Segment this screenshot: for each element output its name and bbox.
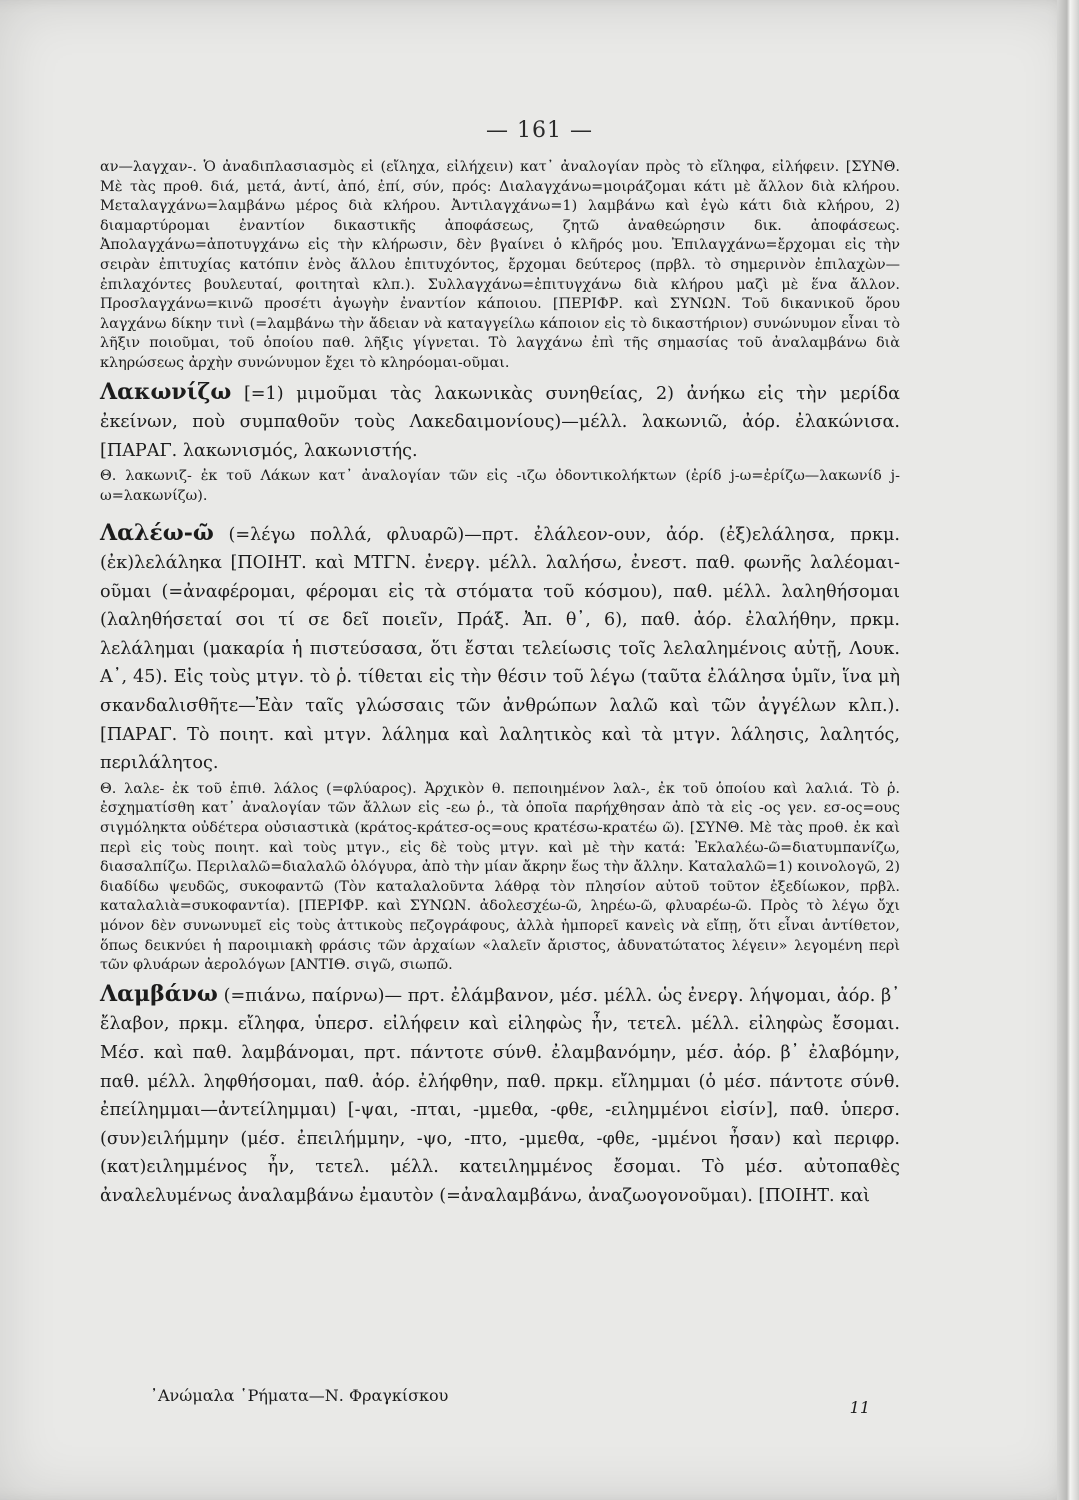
headword-lakonizo: Λακωνίζω [100, 378, 232, 405]
entry-laleo-body: (=λέγω πολλά, φλυαρῶ)—πρτ. ἐλάλεον-ουν, ἀόρ. (ἐξ)ελάλησα, πρκμ. (ἐκ)λελάληκα [ΠΟΙΗΤ. καὶ ΜΤΓΝ. ἐνεργ. μέλλ. λαλήσω, ἐνεστ. παθ. φωνῆς λαλέομαι-οῦμαι (=ἀναφέρομαι, φέρομαι εἰς τὰ στόματα τοῦ κόσμου), παθ. μέλλ. λαληθήσομαι (λαληθήσεταί σοι τί σε δεῖ ποιεῖν, Πράξ. Ἀπ. θ᾽, 6), παθ. ἀόρ. ἐλαλήθην, πρκμ. λελάλημαι (μακαρία ἡ πιστεύσασα, ὅτι ἔσται τελείωσις τοῖς λελαλημένοις αὐτῇ, Λουκ. Α᾽, 45). Εἰς τοὺς μτγν. τὸ ῥ. τίθεται εἰς τὴν θέσιν τοῦ λέγω (ταῦτα ἐλάλησα ὑμῖν, ἵνα μὴ σκανδαλισθῆτε—Ἐὰν ταῖς γλώσσαις τῶν ἀνθρώπων λαλῶ καὶ τῶν ἀγγέλων κλπ.). [ΠΑΡΑΓ. Τὸ ποιητ. καὶ μτγν. λάλημα καὶ λαλητικὸς καὶ τὰ μτγν. λάλησις, λαλητός, περιλάλητος. [100, 524, 900, 774]
entry-lagchano-continuation: αν—λαγχαν-. Ὁ ἀναδιπλασιασμὸς εἰ (εἴληχα, εἰλήχειν) κατ᾽ ἀναλογίαν πρὸς τὸ εἴληφα, εἰλήφειν. [ΣΥΝΘ. Μὲ τὰς προθ. διά, μετά, ἀντί, ἀπό, ἐπί, σύν, πρός: Διαλαγχάνω=μοιράζομαι κάτι μὲ ἄλλον διὰ κλήρου. Μεταλαγχάνω=λαμβάνω μέρος διὰ κλήρου. Ἀντιλαγχάνω=1) λαμβάνω καὶ ἐγὼ κάτι διὰ κλήρου, 2) διαμαρτύρομαι ἐναντίον δικαστικῆς ἀποφάσεως, ζητῶ ἀναθεώρησιν δικ. ἀποφάσεως. Ἀπολαγχάνω=ἀποτυγχάνω εἰς τὴν κλήρωσιν, δὲν βγαίνει ὁ κλῆρός μου. Ἐπιλαγχάνω=ἔρχομαι εἰς τὴν σειρὰν ἐπιτυχίας κατόπιν ἑνὸς ἄλλου ἐπιτυχόντος, ἔρχομαι δεύτερος (πρβλ. τὸ σημερινὸν ἐπιλαχὼν—ἐπιλαχόντες βουλευταί, φοιτηταὶ κλπ.). Συλλαγχάνω=ἐπιτυγχάνω διὰ κλήρου μαζὶ μὲ ἕνα ἄλλον. Προσλαγχάνω=κινῶ προσέτι ἀγωγὴν ἐναντίον κάποιου. [ΠΕΡΙΦΡ. καὶ ΣΥΝΩΝ. Τοῦ δικανικοῦ ὅρου λαγχάνω δίκην τινὶ (=λαμβάνω τὴν ἄδειαν νὰ καταγγείλω κάποιον εἰς τὸ δικαστήριον) συνώνυμον εἶναι τὸ λῆξιν ποιοῦμαι, τοῦ ὁποίου παθ. λῆξις γίγνεται. Τὸ λαγχάνω ἐπὶ τῆς σημασίας τοῦ ἀναλαμβάνω διὰ κληρώσεως ἀρχὴν συνώνυμον ἔχει τὸ κληρόομαι-οῦμαι. [100, 159, 900, 371]
page-footer [150, 1386, 870, 1417]
page-edge [1057, 0, 1079, 1500]
headword-lamvano: Λαμβάνω [100, 980, 218, 1007]
signature-mark: 11 [849, 1398, 870, 1417]
entry-laleo [100, 519, 900, 778]
entry-laleo-theme: Θ. λαλε- ἐκ τοῦ ἐπιθ. λάλος (=φλύαρος). Ἀρχικὸν θ. πεποιημένον λαλ-, ἐκ τοῦ ὁποίου καὶ λαλιά. Τὸ ῥ. ἐσχηματίσθη κατ᾽ ἀναλογίαν τῶν ἄλλων εἰς -εω ῥ., τὰ ὁποῖα παρήχθησαν ἀπὸ τὰ εἰς -ος γεν. εσ-ος=ους σιγμόληκτα οὐδέτερα οὐσιαστικὰ (κράτος-κράτεσ-ος=ους κρατέσω-κρατέω ῶ). [ΣΥΝΘ. Μὲ τὰς προθ. ἐκ καὶ περὶ εἰς τοὺς ποιητ. καὶ τοὺς μτγν., εἰς δὲ τοὺς μτγν. καὶ μὲ τὴν κατά: Ἐκλαλέω-ῶ=διατυμπανίζω, διασαλπίζω. Περιλαλῶ=διαλαλῶ ὁλόγυρα, ἀπὸ τὴν μίαν ἄκρην ἕως τὴν ἄλλην. Καταλαλῶ=1) κοινολογῶ, 2) διαδίδω ψευδῶς, συκοφαντῶ (Τὸν καταλαλοῦντα λάθρᾳ τὸν πλησίον αὐτοῦ τοῦτον ἐξεδίωκον, πρβλ. καταλαλιὰ=συκοφαντία). [ΠΕΡΙΦΡ. καὶ ΣΥΝΩΝ. ἀδολεσχέω-ῶ, ληρέω-ῶ, φλυαρέω-ῶ. Πρὸς τὸ λέγω ὄχι μόνον δὲν συνωνυμεῖ εἰς τοὺς ἀττικοὺς πεζογράφους, ἀλλὰ ἠμπορεῖ κανεὶς νὰ εἴπῃ, ὅτι εἶναι ἀντίθετον, ὅπως δεικνύει ἡ παροιμιακὴ φράσις τῶν ἀρχαίων «λαλεῖν ἄριστος, ἀδυνατώτατος λέγειν» λεγομένη περὶ τῶν φλυάρων ἀερολόγων [ΑΝΤΙΘ. σιγῶ, σιωπῶ. [100, 780, 900, 974]
entry-lakonizo-theme: Θ. λακωνιζ- ἐκ τοῦ Λάκων κατ᾽ ἀναλογίαν τῶν εἰς -ιζω ὀδοντικολήκτων (ἐρίδ j-ω=ἐρίζω—λακωνίδ j-ω=λακωνίζω). [100, 468, 900, 504]
page-number: — 161 — [486, 118, 593, 143]
entry-lakonizo-body: [=1) μιμοῦμαι τὰς λακωνικὰς συνηθείας, 2) ἀνήκω εἰς τὴν μερίδα ἐκείνων, ποὺ συμπαθοῦν τοὺς Λακεδαιμονίους)—μέλλ. λακωνιῶ, ἀόρ. ἐλακώνισα. [ΠΑΡΑΓ. λακωνισμός, λακωνιστής. [100, 383, 900, 461]
entry-lamvano-body: (=πιάνω, παίρνω)— πρτ. ἐλάμβανον, μέσ. μέλλ. ὡς ἐνεργ. λήψομαι, ἀόρ. β᾽ ἔλαβον, πρκμ. εἴληφα, ὑπερσ. εἰλήφειν καὶ εἰληφὼς ἦν, τετελ. μέλλ. εἰληφὼς ἔσομαι. Μέσ. καὶ παθ. λαμβάνομαι, πρτ. πάντοτε σύνθ. ἐλαμβανόμην, μέσ. ἀόρ. β᾽ ἐλαβόμην, παθ. μέλλ. ληφθήσομαι, παθ. ἀόρ. ἐλήφθην, παθ. πρκμ. εἴλημμαι (ὁ μέσ. πάντοτε σύνθ. ἐπείλημμαι—ἀντείλημμαι) [-ψαι, -πται, -μμεθα, -φθε, -ειλημμένοι εἰσίν], παθ. ὑπερσ. (συν)ειλήμμην (μέσ. ἐπειλήμμην, -ψο, -πτο, -μμεθα, -φθε, -μμένοι ἦσαν) καὶ περιφρ. (κατ)ειλημμένος ἦν, τετελ. μέλλ. κατειλημμένος ἔσομαι. Τὸ μέσ. αὐτοπαθὲς ἀναλελυμένως ἀναλαμβάνω ἐμαυτὸν (=ἀναλαμβάνω, ἀναζωογονοῦμαι). [ΠΟΙΗΤ. καὶ [100, 985, 900, 1206]
page-body [100, 158, 900, 1211]
footer-title: ᾿Ανώμαλα ῾Ρήματα—Ν. Φραγκίσκου [150, 1386, 449, 1405]
entry-lakonizo [100, 378, 900, 466]
entry-lamvano [100, 980, 900, 1211]
headword-laleo: Λαλέω-ῶ [100, 519, 214, 546]
